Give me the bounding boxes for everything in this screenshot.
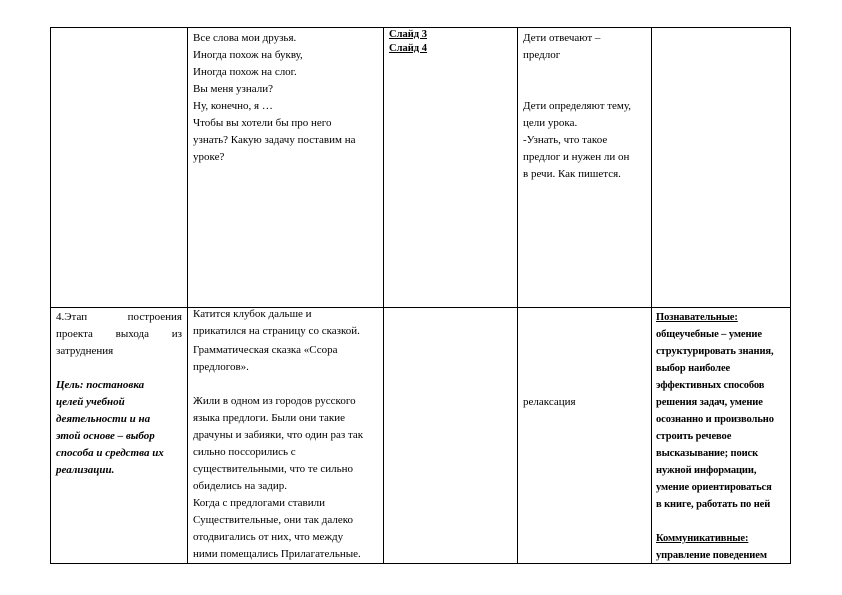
text-line: уроке? xyxy=(193,151,225,163)
text-line: отодвигались от них, что между xyxy=(193,531,344,543)
uud-line: нужной информации, xyxy=(656,465,757,476)
slide-link-4[interactable]: Слайд 4 xyxy=(389,43,427,54)
text-line: Грамматическая сказка «Ссора xyxy=(193,344,338,356)
text-line: Жили в одном из городов русского xyxy=(193,395,356,407)
text-line: предлог xyxy=(523,49,561,61)
row1-children-cell xyxy=(523,30,649,183)
lesson-plan-table xyxy=(50,27,791,564)
goal-line: реализации. xyxy=(56,464,115,476)
text-line: Катится клубок дальше и xyxy=(193,308,312,320)
table-border-right xyxy=(790,27,791,564)
uud-title-cognitive: Познавательные: xyxy=(656,312,738,323)
goal-line: этой основе – выбор xyxy=(56,430,155,442)
column-divider-3 xyxy=(517,27,518,564)
text-line: Существительные, они так далеко xyxy=(193,514,353,526)
row1-slides-cell xyxy=(389,28,515,56)
text-line: Чтобы вы хотели бы про него xyxy=(193,117,332,129)
uud-line: эффективных способов xyxy=(656,380,765,391)
text-line: в речи. Как пишется. xyxy=(523,168,621,180)
text-line: обиделись на задир. xyxy=(193,480,287,492)
text-line: драчуны и забияки, что один раз так xyxy=(193,429,364,441)
row2-text-cell xyxy=(193,306,383,563)
goal-line: целей учебной xyxy=(56,396,125,408)
text-line: Иногда похож на слог. xyxy=(193,66,297,78)
uud-line: решения задач, умение xyxy=(656,397,763,408)
text-line: Иногда похож на букву, xyxy=(193,49,303,61)
stage-line: затруднения xyxy=(56,345,114,357)
slide-link-3[interactable]: Слайд 3 xyxy=(389,29,427,40)
row2-activity-cell xyxy=(523,394,649,411)
text-line: Дети отвечают – xyxy=(523,32,601,44)
text-line: предлогов». xyxy=(193,361,249,373)
goal-line: Цель: постановка xyxy=(56,379,145,391)
goal-line: способа и средства их xyxy=(56,447,164,459)
text-line: узнать? Какую задачу поставим на xyxy=(193,134,356,146)
text-line: ними помещались Прилагательные. xyxy=(193,548,361,560)
column-divider-2 xyxy=(383,27,384,564)
table-border-left xyxy=(50,27,51,564)
uud-line: умение ориентироваться xyxy=(656,482,772,493)
uud-line: в книге, работать по ней xyxy=(656,499,771,510)
uud-line: выбор наиболее xyxy=(656,363,731,374)
uud-line: общеучебные – умение xyxy=(656,329,762,340)
text-line: существительными, что те сильно xyxy=(193,463,353,475)
row2-uud-cell xyxy=(656,309,790,564)
text-line: Все слова мои друзья. xyxy=(193,32,297,44)
uud-title-communicative: Коммуникативные: xyxy=(656,533,749,544)
uud-line: управление поведением xyxy=(656,550,767,561)
activity-text: релаксация xyxy=(523,396,576,408)
uud-line: высказывание; поиск xyxy=(656,448,759,459)
column-divider-1 xyxy=(187,27,188,564)
text-line: предлог и нужен ли он xyxy=(523,151,630,163)
text-line: Когда с предлогами ставили xyxy=(193,497,325,509)
goal-line: деятельности и на xyxy=(56,413,151,425)
text-line: цели урока. xyxy=(523,117,578,129)
text-line: -Узнать, что такое xyxy=(523,134,608,146)
row1-text-cell xyxy=(193,30,381,166)
text-line: сильно поссорились с xyxy=(193,446,296,458)
uud-line: осознанно и произвольно xyxy=(656,414,774,425)
column-divider-4 xyxy=(651,27,652,564)
row-divider xyxy=(50,307,791,308)
stage-line: 4.Этап построения xyxy=(56,311,182,323)
row2-stage-cell xyxy=(56,309,182,479)
uud-line: строить речевое xyxy=(656,431,732,442)
stage-line: проекта выхода из xyxy=(56,328,182,340)
text-line: Вы меня узнали? xyxy=(193,83,273,95)
uud-line: структурировать знания, xyxy=(656,346,774,357)
text-line: Дети определяют тему, xyxy=(523,100,632,112)
text-line: Ну, конечно, я … xyxy=(193,100,273,112)
text-line: прикатился на страницу со сказкой. xyxy=(193,325,360,337)
text-line: языка предлоги. Были они такие xyxy=(193,412,346,424)
